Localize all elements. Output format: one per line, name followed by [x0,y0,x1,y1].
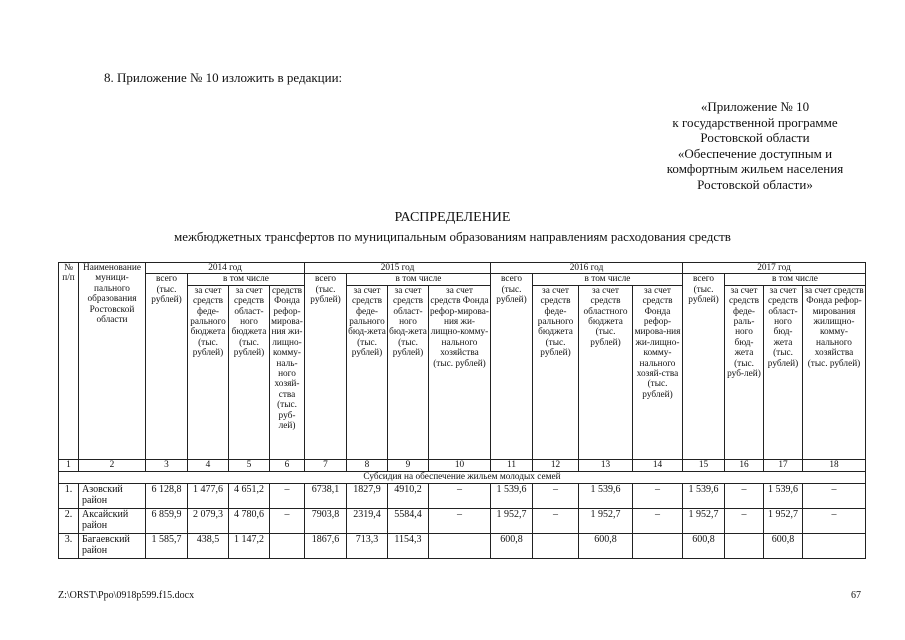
column-index: 1 [59,459,79,471]
appendix-caption [630,99,880,192]
table-row [59,533,866,558]
table-cell: 1827,9 [347,483,388,508]
column-index: 13 [579,459,633,471]
document-title: РАСПРЕДЕЛЕНИЕ [394,210,511,225]
table-cell: – [533,483,579,508]
header-row-years [59,263,866,274]
header-including: в том числе [725,274,866,285]
table-cell: – [270,483,305,508]
header-federal-2017: за счет средств феде-раль-ного бюд-жета (тыс. руб-лей) [725,285,764,459]
header-fund-2015: за счет средств Фонда рефор-мирова-ния жи-лищно-комму-нального хозяйства (тыс. рублей) [429,285,491,459]
page-number: 67 [851,590,861,601]
table-cell: – [270,508,305,533]
distribution-table [58,262,866,559]
table-cell: 4 651,2 [229,483,270,508]
table-cell: 1 477,6 [188,483,229,508]
column-index: 11 [491,459,533,471]
table-cell: 4 780,6 [229,508,270,533]
header-total: всего (тыс. рублей) [491,274,533,459]
column-index: 14 [633,459,683,471]
table-cell: 2 079,3 [188,508,229,533]
table-cell: 1 952,7 [491,508,533,533]
footer-file-path: Z:\ORST\Ppo\0918p599.f15.docx [58,590,195,601]
table-cell [633,533,683,558]
header-year-2014: 2014 год [146,263,305,274]
column-index: 5 [229,459,270,471]
municipality-name: Аксайский район [79,508,146,533]
column-index: 6 [270,459,305,471]
row-number: 3. [59,533,79,558]
header-fund-2017: за счет средств Фонда рефор-мирования жилищно-комму-нального хозяйства (тыс. рублей) [803,285,866,459]
table-cell: – [803,508,866,533]
appendix-line: Ростовской области» [697,176,813,192]
table-cell: 6 128,8 [146,483,188,508]
table-cell [270,533,305,558]
header-regional-2015: за счет средств област-ного бюд-жета (тыс. рублей) [388,285,429,459]
section-title: Субсидия на обеспечение жильем молодых семей [59,471,866,483]
table-cell: 713,3 [347,533,388,558]
header-total: всего (тыс. рублей) [146,274,188,459]
column-index: 2 [79,459,146,471]
municipality-name: Азовский район [79,483,146,508]
column-index: 18 [803,459,866,471]
table-cell: 600,8 [491,533,533,558]
table-cell: 600,8 [579,533,633,558]
table-cell: – [533,508,579,533]
table-cell: 1 539,6 [579,483,633,508]
table-cell [533,533,579,558]
appendix-line: «Приложение № 10 [700,99,810,114]
table-cell: 1867,6 [305,533,347,558]
table-cell: – [429,483,491,508]
header-total: всего (тыс. рублей) [683,274,725,459]
table-cell: – [633,508,683,533]
header-year-2015: 2015 год [305,263,491,274]
column-index-row [59,459,866,471]
table-row [59,483,866,508]
table-cell: 1 952,7 [764,508,803,533]
table-cell: – [803,483,866,508]
table-row [59,508,866,533]
column-index: 16 [725,459,764,471]
header-fund-2016: за счет средств Фонда рефор-мирова-ния жи-лищно-комму-нального хозяй-ства (тыс. рублей) [633,285,683,459]
column-index: 15 [683,459,725,471]
row-number: 2. [59,508,79,533]
table-cell: 1 147,2 [229,533,270,558]
column-index: 7 [305,459,347,471]
table-cell: 7903,8 [305,508,347,533]
column-index: 12 [533,459,579,471]
table-cell: 4910,2 [388,483,429,508]
header-federal-2015: за счет средств феде-рального бюд-жета (тыс. рублей) [347,285,388,459]
table-cell: – [429,508,491,533]
table-cell: 2319,4 [347,508,388,533]
header-regional-2016: за счет средств областного бюджета (тыс. рублей) [579,285,633,459]
table-cell [725,533,764,558]
header-total: всего (тыс. рублей) [305,274,347,459]
column-index: 3 [146,459,188,471]
municipality-name: Багаевский район [79,533,146,558]
table-cell: – [633,483,683,508]
table-cell: 1 539,6 [683,483,725,508]
header-year-2017: 2017 год [683,263,866,274]
appendix-line: «Обеспечение доступным и [677,145,833,161]
table-cell: 6738,1 [305,483,347,508]
table-cell [803,533,866,558]
header-federal-2016: за счет средств феде-рального бюджета (тыс. рублей) [533,285,579,459]
table-cell: 1 952,7 [683,508,725,533]
table-cell: 1 539,6 [491,483,533,508]
table-cell: 1 585,7 [146,533,188,558]
appendix-line: Ростовской области [700,130,810,145]
header-row-groups [59,274,866,285]
section-row [59,471,866,483]
row-number: 1. [59,483,79,508]
header-regional-2017: за счет средств област-ного бюд-жета (тыс. рублей) [764,285,803,459]
header-including: в том числе [188,274,305,285]
header-num: № п/п [59,263,79,460]
table-cell: 6 859,9 [146,508,188,533]
header-including: в том числе [347,274,491,285]
header-federal-2014: за счет средств феде-рального бюджета (тыс. рублей) [188,285,229,459]
table-cell: 438,5 [188,533,229,558]
column-index: 8 [347,459,388,471]
table-cell [429,533,491,558]
header-name: Наименование муници-пального образования Ростовской области [79,263,146,460]
document-subtitle: межбюджетных трансфертов по муниципальным образованиям направлениям расходования средств [174,229,731,244]
appendix-line: комфортным жильем населения [666,161,844,176]
intro-text: 8. Приложение № 10 изложить в редакции: [104,70,343,85]
column-index: 17 [764,459,803,471]
table-cell: 600,8 [764,533,803,558]
header-fund-2014: средств Фонда рефор-мирова-ния жи-лищно-комму-наль-ного хозяй-ства (тыс. руб-лей) [270,285,305,459]
column-index: 4 [188,459,229,471]
column-index: 10 [429,459,491,471]
table-cell: – [725,508,764,533]
table-cell: – [725,483,764,508]
table-cell: 600,8 [683,533,725,558]
header-year-2016: 2016 год [491,263,683,274]
column-index: 9 [388,459,429,471]
table-cell: 1 539,6 [764,483,803,508]
header-including: в том числе [533,274,683,285]
appendix-line: к государственной программе [672,114,838,130]
table-cell: 1 952,7 [579,508,633,533]
table-cell: 5584,4 [388,508,429,533]
table-cell: 1154,3 [388,533,429,558]
header-regional-2014: за счет средств област-ного бюджета (тыс. рублей) [229,285,270,459]
